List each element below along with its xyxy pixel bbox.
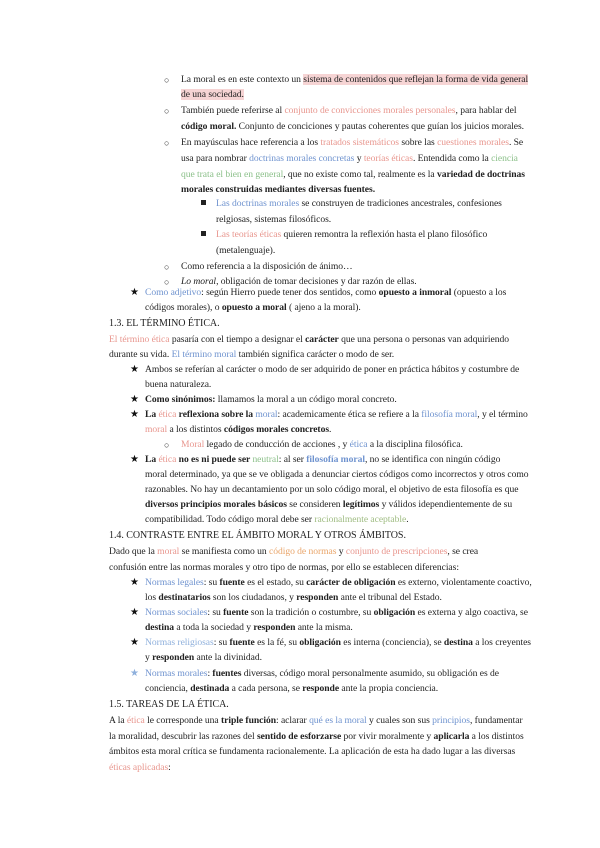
section-heading: 1.3. EL TÉRMINO ÉTICA. xyxy=(109,318,220,329)
text-line: moral determinado, ya que se ve obligada a denunciar ciertos códigos como incorrectos y otros como xyxy=(145,469,529,480)
square-bullet-icon xyxy=(201,200,206,205)
star-icon: ★ xyxy=(130,607,139,618)
text-line: La ética no es ni puede ser neutral: al ser filosofía moral, no se identifica con ningún código xyxy=(145,454,501,465)
circle-bullet-icon: ○ xyxy=(164,440,170,450)
text-line: durante su vida. El término moral también significa carácter o modo de ser. xyxy=(109,349,395,360)
star-icon: ★ xyxy=(130,668,139,679)
text-line: Normas morales: fuentes diversas, código moral personalmente asumido, su obligación es de xyxy=(145,668,499,679)
text-line: los destinatarios son los ciudadanos, y responden ante el tribunal del Estado. xyxy=(145,592,442,603)
star-icon: ★ xyxy=(130,287,139,298)
text-line: Moral legado de conducción de acciones , y ética a la disciplina filosófica. xyxy=(181,439,463,450)
text-line: Ambos se referían al carácter o modo de ser adquirido de poner en práctica hábitos y costumbre de xyxy=(145,364,520,375)
text-line: El término ética pasaría con el tiempo a designar el carácter que una persona o personas van adquiriendo xyxy=(109,334,509,345)
text-line: (metalenguaje). xyxy=(216,245,276,256)
square-bullet-icon xyxy=(201,231,206,236)
text-line: También puede referirse al conjunto de convicciones morales personales, para hablar del xyxy=(181,105,517,116)
text-line: ámbitos esta moral crítica se fundamenta racionalemente. La aplicación de esta ha dado lugar a las diversas xyxy=(109,746,516,757)
circle-bullet-icon: ○ xyxy=(164,106,170,116)
text-line: La ética reflexiona sobre la moral: academicamente ética se refiere a la filosofía moral, y el término xyxy=(145,409,528,420)
text-line: razonables. No hay un decantamiento por un solo código moral, el objetivo de esta filosofía es que xyxy=(145,484,519,495)
text-line: moral a los distintos códigos morales concretos. xyxy=(145,424,332,435)
text-line: Como adjetivo: según Hierro puede tener dos sentidos, como opuesto a inmoral (opuesto a los xyxy=(145,287,507,298)
star-icon: ★ xyxy=(130,364,139,375)
text-line: Normas legales: su fuente es el estado, su carácter de obligación es externo, violentamente coactivo, xyxy=(145,577,532,588)
text-line: La moral es en este contexto un sistema de contenidos que reflejan la forma de vida general xyxy=(181,74,529,85)
star-icon: ★ xyxy=(130,637,139,648)
text-line: compatibilidad. Todo código moral debe ser racionalmente aceptable. xyxy=(145,514,409,525)
text-line: códigos morales), o opuesto a moral ( ajeno a la moral). xyxy=(145,302,361,313)
text-line: código moral. Conjunto de conciciones y pautas coherentes que guían los juicios morales. xyxy=(181,121,525,132)
text-line: Como sinónimos: llamamos la moral a un código moral concreto. xyxy=(145,394,397,405)
circle-bullet-icon: ○ xyxy=(164,75,170,85)
text-line: conciencia, destinada a cada persona, se responde ante la propia conciencia. xyxy=(145,683,439,694)
text-line: Normas sociales: su fuente son la tradición o costumbre, su obligación es externa y algo coactiva, se xyxy=(145,607,528,618)
text-line: Normas religiosas: su fuente es la fé, su obligación es interna (conciencia), se destina a los creyentes xyxy=(145,637,531,648)
text-line: diversos principios morales básicos se consideren legítimos y válidos idependientemente de su xyxy=(145,499,513,510)
text-line: Lo moral, obligación de tomar decisiones y dar razón de ellas. xyxy=(181,276,417,287)
text-line: Como referencia a la disposición de ánimo… xyxy=(181,261,353,272)
section-heading: 1.5. TAREAS DE LA ÉTICA. xyxy=(109,699,229,710)
text-line: En mayúsculas hace referencia a los tratados sistemáticos sobre las cuestiones morales. Se xyxy=(181,137,524,148)
text-line: relgiosas, sistemas filosóficos. xyxy=(216,214,332,225)
text-line: morales construidas mediantes diversas fuentes. xyxy=(181,184,376,195)
text-line: que trata el bien en general, que no existe como tal, realmente es la variedad de doctrinas xyxy=(181,169,525,180)
text-line: Dado que la moral se manifiesta como un código de normas y conjunto de prescripciones, se crea xyxy=(109,546,479,557)
section-heading: 1.4. CONTRASTE ENTRE EL ÁMBITO MORAL Y OTROS ÁMBITOS. xyxy=(109,530,406,541)
star-icon: ★ xyxy=(130,409,139,420)
text-line: éticas aplicadas: xyxy=(109,762,171,773)
text-line: buena naturaleza. xyxy=(145,379,212,390)
text-line: destina a toda la sociedad y responden ante la misma. xyxy=(145,622,353,633)
star-icon: ★ xyxy=(130,454,139,465)
star-icon: ★ xyxy=(130,394,139,405)
text-line: usa para nombrar doctrinas morales concretas y teorías éticas. Entendida como la ciencia xyxy=(181,153,518,164)
circle-bullet-icon: ○ xyxy=(164,277,170,287)
text-line: Las teorías éticas quieren remontra la reflexión hasta el plano filosófico xyxy=(216,229,488,240)
text-line: A la ética le corresponde una triple función: aclarar qué es la moral y cuales son sus principios, fundamentar xyxy=(109,715,523,726)
star-icon: ★ xyxy=(130,577,139,588)
text-line: y responden ante la divinidad. xyxy=(145,652,262,663)
text-line: la moralidad, descubrir las razones del sentido de esforzarse por vivir moralmente y aplicarla a los distintos xyxy=(109,731,524,742)
circle-bullet-icon: ○ xyxy=(164,262,170,272)
text-line: Las doctrinas morales se construyen de tradiciones ancestrales, confesiones xyxy=(216,198,502,209)
circle-bullet-icon: ○ xyxy=(164,138,170,148)
text-line: confusión entre las normas morales y otro tipo de normas, por ello se establecen diferencias: xyxy=(109,562,459,573)
text-line: de una sociedad. xyxy=(181,89,244,100)
